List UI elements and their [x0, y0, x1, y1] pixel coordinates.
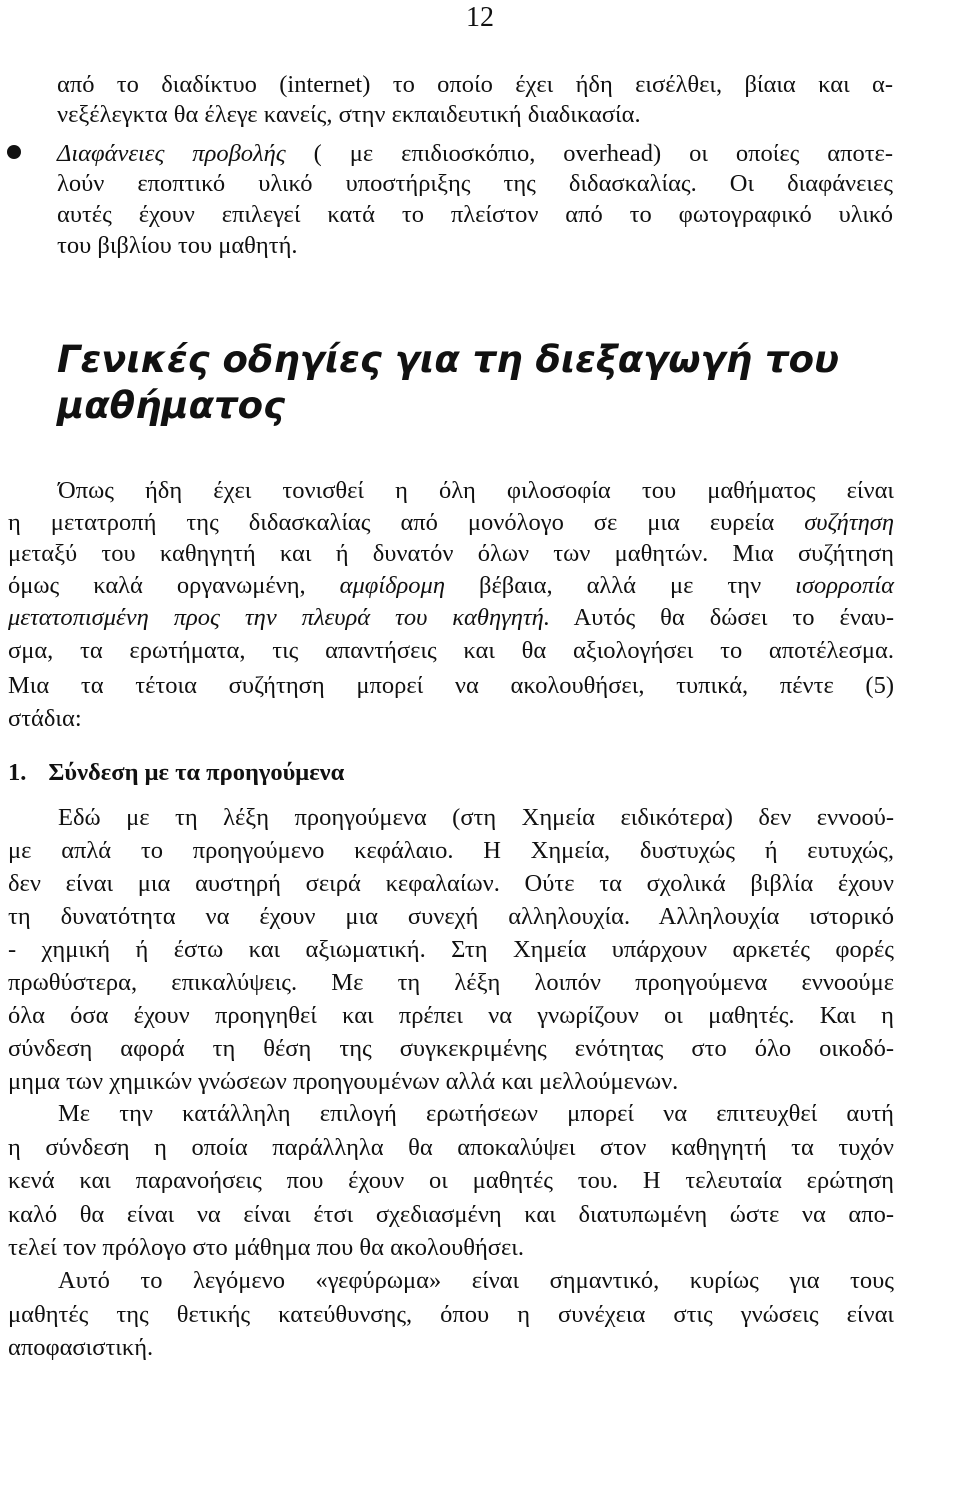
paragraph-line: με απλά το προηγούμενο κεφάλαιο. Η Χημεία, δυστυχώς ή ευτυχώς, — [8, 837, 894, 864]
paragraph-line: μαθητές της θετικής κατεύθυνσης, όπου η συνέχεια στις γνώσεις είναι — [8, 1301, 894, 1328]
paragraph-line: πρωθύστερα, επικαλύψεις. Με τη λέξη λοιπόν προηγούμενα εννοούμε — [8, 969, 894, 996]
italic-term: αμφίδρομη — [339, 572, 446, 599]
bullet-line: λούν εποπτικό υλικό υποστήριξης της διδασκαλίας. Οι διαφάνειες — [57, 170, 893, 197]
page-number: 12 — [466, 2, 494, 33]
subsection-number: 1. — [8, 759, 27, 786]
paragraph-line: Μια τα τέτοια συζήτηση μπορεί να ακολουθήσει, τυπικά, πέντε (5) — [8, 672, 894, 699]
bullet-line — [57, 139, 893, 169]
section-heading: Γενικές οδηγίες για τη διεξαγωγή του — [57, 338, 839, 381]
italic-term: ισορροπία — [795, 572, 894, 599]
paragraph-line — [8, 603, 894, 633]
paragraph-line: κενά και παρανοήσεις που έχουν οι μαθητές του. Η τελευταία ερώτηση — [8, 1167, 894, 1194]
paragraph-line: Με την κατάλληλη επιλογή ερωτήσεων μπορεί να επιτευχθεί αυτή — [58, 1100, 894, 1127]
paragraph-line: Αυτό το λεγόμενο «γεφύρωμα» είναι σημαντικό, κυρίως για τους — [58, 1267, 894, 1294]
paragraph-line: η σύνδεση η οποία παράλληλα θα αποκαλύψει στον καθηγητή τα τυχόν — [8, 1134, 894, 1161]
paragraph-line: σμα, τα ερωτήματα, τις απαντήσεις και θα αξιολογήσει το αποτέλεσμα. — [8, 637, 894, 664]
italic-term: συζήτηση — [804, 509, 894, 536]
intro-line: από το διαδίκτυο (internet) το οποίο έχει ήδη εισέλθει, βίαια και α- — [57, 71, 893, 98]
paragraph-line: σύνδεση αφορά τη θέση της συγκεκριμένης ενότητας στο όλο οικοδό- — [8, 1035, 894, 1062]
paragraph-line: Εδώ με τη λέξη προηγούμενα (στη Χημεία ειδικότερα) δεν εννοού- — [58, 804, 894, 831]
italic-term: μετατοπισμένη προς την πλευρά του καθηγητή. — [8, 604, 550, 631]
paragraph-line: μεταξύ του καθηγητή και ή δυνατόν όλων των μαθητών. Μια συζήτηση — [8, 540, 894, 567]
text-run: ( με επιδιοσκόπιο, overhead) οι οποίες αποτε- — [285, 140, 893, 167]
bullet-line: του βιβλίου του μαθητή. — [57, 232, 298, 259]
bullet-icon — [7, 145, 21, 159]
paragraph-line — [8, 571, 894, 601]
paragraph-line: τελεί τον πρόλογο στο μάθημα που θα ακολουθήσει. — [8, 1234, 525, 1261]
section-heading: μαθήματος — [57, 384, 286, 427]
paragraph-line: καλό θα είναι να είναι έτσι σχεδιασμένη και διατυπωμένη ώστε να απο- — [8, 1201, 894, 1228]
text-run: βέβαια, αλλά με την — [445, 572, 796, 599]
paragraph-line: - χημική ή έστω και αξιωματική. Στη Χημεία υπάρχουν αρκετές φορές — [8, 936, 894, 963]
subsection-heading — [8, 758, 344, 788]
paragraph-line: στάδια: — [8, 705, 82, 732]
paragraph-line: τη δυνατότητα να έχουν μια συνεχή αλληλουχία. Αλληλουχία ιστορικό — [8, 903, 894, 930]
paragraph-line: όλα όσα έχουν προηγηθεί και πρέπει να γνωρίζουν οι μαθητές. Και η — [8, 1002, 894, 1029]
paragraph-line: αποφασιστική. — [8, 1334, 154, 1361]
text-run: Αυτός θα δώσει το έναυ- — [549, 604, 894, 631]
intro-line: νεξέλεγκτα θα έλεγε κανείς, στην εκπαιδευτική διαδικασία. — [57, 101, 641, 128]
paragraph-line — [8, 508, 894, 538]
paragraph-line: Όπως ήδη έχει τονισθεί η όλη φιλοσοφία του μαθήματος είναι — [58, 477, 894, 504]
bullet-line: αυτές έχουν επιλεγεί κατά το πλείστον από το φωτογραφικό υλικό — [57, 201, 893, 228]
paragraph-line: δεν είναι μια αυστηρή σειρά κεφαλαίων. Ούτε τα σχολικά βιβλία έχουν — [8, 870, 894, 897]
paragraph-line: μημα των χημικών γνώσεων προηγουμένων αλλά και μελλούμενων. — [8, 1068, 679, 1095]
subsection-title: Σύνδεση με τα προηγούμενα — [48, 759, 345, 786]
italic-term: Διαφάνειες προβολής — [57, 140, 286, 167]
text-run: η μετατροπή της διδασκαλίας από μονόλογο σε μια ευρεία — [8, 509, 805, 536]
text-run: όμως καλά οργανωμένη, — [8, 572, 340, 599]
